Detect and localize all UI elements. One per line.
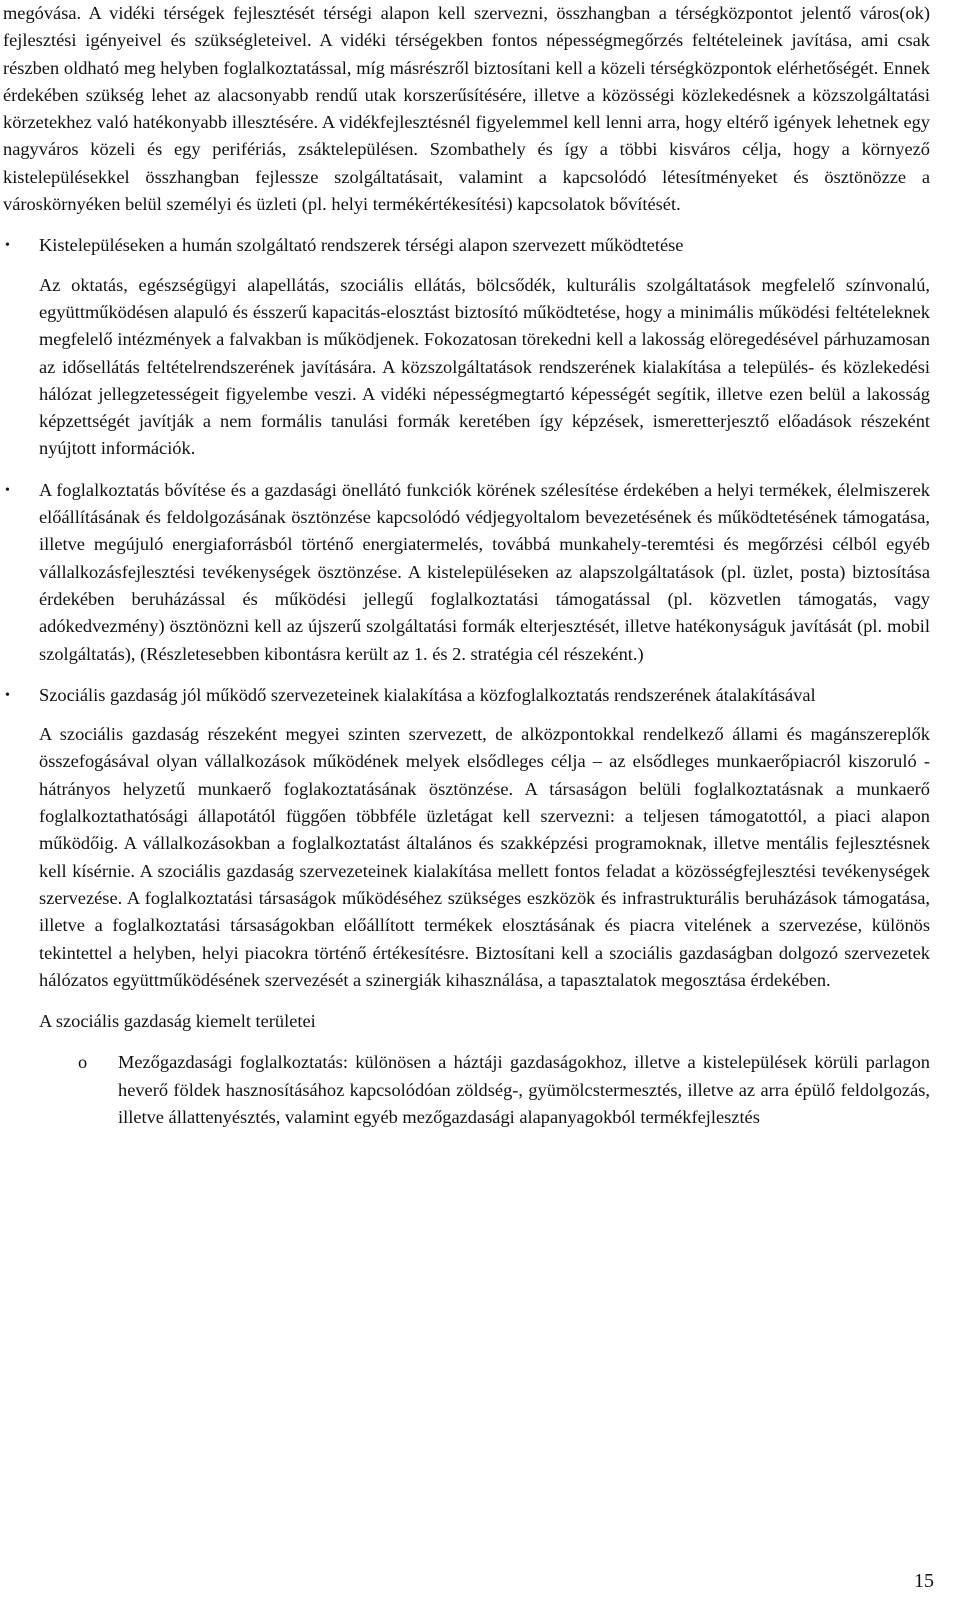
bullet-item-social-economy: [0, 682, 930, 1036]
sub-bullet-marker: o: [78, 1052, 88, 1073]
bullet-marker: •: [5, 238, 10, 254]
bullet-item-humane-services: [0, 232, 930, 462]
intro-paragraph: megóvása. A vidéki térségek fejlesztését térségi alapon kell szervezni, összhangban a térségközpontot jelentő város(ok) fejlesztési igényeivel és szükségleteivel. A vidéki térségekben fontos népességmegőrzés feltételeinek javítása, ami csak részben oldható meg helyben foglalkoztatással, míg másrészről biztosítani kell a közeli térségközpontok elérhetőségét. Ennek érdekében szükség lehet az alacsonyabb rendű utak korszerűsítésére, illetve a közösségi közlekedésnek a közszolgáltatási körzetekhez való hatékonyabb illesztésére. A vidékfejlesztésnél figyelemmel kell lenni arra, hogy eltérő igények lehetnek egy nagyváros közeli és egy perifériás, zsáktelepülésen. Szombathely és így a többi kisváros célja, hogy a környező kistelepülésekkel összhangban fejlessze szolgáltatásait, valamint a kapcsolódó létesítményeket és ösztönözze a városkörnyéken belül személyi és üzleti (pl. helyi termékértékesítési) kapcsolatok bővítését.: [3, 3, 930, 215]
bullet-text: A foglalkoztatás bővítése és a gazdasági önellátó funkciók körének szélesítése érdekében a helyi termékek, élelmiszerek előállításának és feldolgozásának ösztönzése kapcsolódó védjegyoltalom bevezetésének és működtetésének támogatása, illetve megújuló energiaforrásból történő energiatermelés, továbbá munkahely-teremtési és megőrzési célból egyéb vállalkozásfejlesztési tevékenységek ösztönzése. A kistelepüléseken az alapszolgáltatások (pl. üzlet, posta) biztosítása érdekében beruházással és működési jellegű foglalkoztatási támogatással (pl. közvetlen támogatás, vagy adókedvezmény) ösztönözni kell az újszerű szolgáltatási formák elterjesztését, illetve hatékonyságuk javítását (pl. mobil szolgáltatás), (Részletesebben kibontásra került az 1. és 2. stratégia cél részeként.): [39, 479, 930, 664]
sub-bullet-item-agriculture: [0, 1049, 930, 1131]
bullet-heading: Kistelepüléseken a humán szolgáltató rendszerek térségi alapon szervezett működtetése: [39, 235, 684, 256]
bullet-item-employment: [0, 477, 930, 668]
bullet-body: A szociális gazdaság részeként megyei szinten szervezett, de alközpontokkal rendelkező állami és magánszereplők összefogásával olyan vállalkozások működének melyek elsődleges célja – az elsődleges munkaerőpiacról kiszoruló - hátrányos helyzetű munkaerő foglakoztatásának ösztönzése. A társaságon belüli foglalkoztatásnak a munkaerő foglalkoztathatósági állapotától függően többféle üzletágat kell szervezni: a teljesen támogatottól, a piaci alapon működőig. A vállalkozásokban a foglalkoztatást általános és szakképzési programoknak, illetve mentális fejlesztésnek kell kísérnie. A szociális gazdaság szervezeteinek kialakítása mellett fontos feladat a közösségfejlesztési tevékenységek szervezése. A foglalkoztatási társaságok működéséhez szükséges eszközök és infrastrukturális beruházások támogatása, illetve a foglalkoztatási társaságokban előállított termékek elosztásának és piacra vitelének a szervezése, különös tekintettel a helyben, helyi piacokra történő értékesítésre. Biztosítani kell a szociális gazdaságban dolgozó szervezetek hálózatos együttműködésének szervezését a szinergiák kihasználása, a tapasztalatok megosztása érdekében.: [39, 724, 930, 990]
subsection-heading: A szociális gazdaság kiemelt területei: [39, 1011, 316, 1032]
bullet-marker: •: [5, 687, 10, 703]
page-number: 15: [914, 1570, 934, 1592]
bullet-body: Az oktatás, egészségügyi alapellátás, szociális ellátás, bölcsődék, kulturális szolgáltatások megfelelő színvonalú, együttműködésen alapuló és ésszerű kapacitás-elosztást biztosító működtetése, hogy a minimális működési feltételeknek megfelelő intézmények a falvakban is működjenek. Fokozatosan törekedni kell a lakosság elöregedésével párhuzamosan az idősellátás feltételrendszerének javítására. A közszolgáltatások rendszerének kialakítása a település- és közlekedési hálózat jellegzetességeit figyelembe veszi. A vidéki népességmegtartó képességét segítik, illetve ezen belül a lakosság képzettségét javítják a nem formális tanulási formák keretében így képzések, ismeretterjesztő előadások részeként nyújtott információk.: [39, 274, 930, 459]
bullet-heading: Szociális gazdaság jól működő szervezeteinek kialakítása a közfoglalkoztatás rendszerének átalakításával: [39, 684, 816, 705]
sub-bullet-text: Mezőgazdasági foglalkoztatás: különösen a háztáji gazdaságokhoz, illetve a kistelepülések körüli parlagon heverő földek hasznosításához kapcsolódóan zöldség-, gyümölcstermesztés, illetve az arra épülő feldolgozás, illetve állattenyésztés, valamint egyéb mezőgazdasági alapanyagokból termékfejlesztés: [118, 1052, 930, 1127]
bullet-marker: •: [5, 482, 10, 498]
